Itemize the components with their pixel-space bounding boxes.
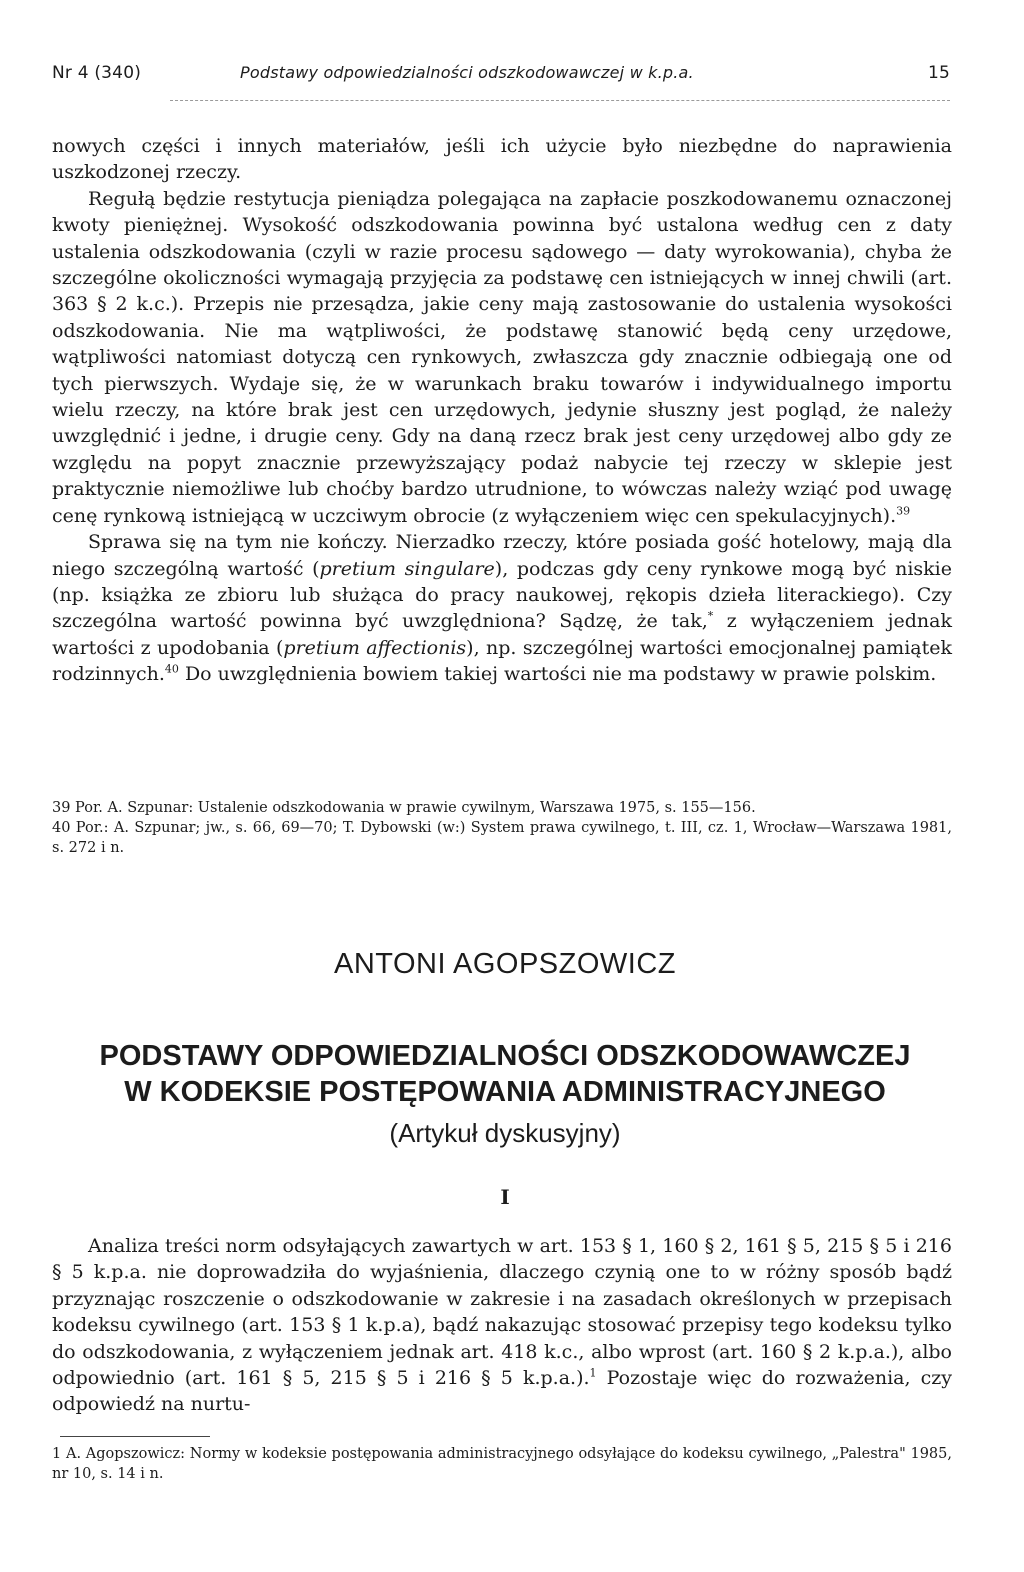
footnote-rule [60,1436,210,1437]
footnote-ref: 1 [589,1366,597,1380]
paragraph-text: Do uwzględnienia bowiem takiej wartości nie ma podstawy w prawie polskim. [178,663,937,686]
section-number: I [500,1185,510,1209]
asterisk-ref: * [707,609,714,623]
running-title: Podstawy odpowiedzialności odszkodowawczej w k.p.a. [240,63,694,82]
body-text-top [52,133,952,688]
footnote-ref: 39 [896,504,911,518]
issue-number: Nr 4 (340) [52,63,142,83]
paragraph-text: Analiza treści norm odsyłających zawartych w art. 153 § 1, 160 § 2, 161 § 5, 215 § 5 i 216 § 5 k.p.a. nie doprowadziła do wyjaśnienia, dlaczego czynią one to w różny sposób bądź przyznając roszczenie o odszkodowanie w zakresie i na zasadach określonych w przepisach kodeksu cywilnego (art. 153 § 1 k.p.a), bądź nakazując stosować przepisy tego kodeksu tylko do odszkodowania, z wyłączeniem jednak art. 418 k.c., albo wprost (art. 160 § 2 k.p.a.), albo odpowiednio (art. 161 § 5, 215 § 5 i 216 § 5 k.p.a.). [52,1235,952,1390]
paragraph [52,529,952,687]
running-head [52,63,950,87]
footnotes-top [52,798,952,858]
footnote: 39 Por. A. Szpunar: Ustalenie odszkodowania w prawie cywilnym, Warszawa 1975, s. 155—156. [52,800,756,816]
paragraph-text: Pozostaje więc do rozważenia, czy odpowiedź na nurtu- [52,1367,952,1416]
article-title [60,1038,950,1110]
latin-term: pretium singulare [319,557,495,580]
paragraph [52,1233,952,1418]
footnote-ref: 40 [164,662,179,676]
footnote: 40 Por.: A. Szpunar; jw., s. 66, 69—70; T. Dybowski (w:) System prawa cywilnego, t. III, cz. 1, Wrocław—Warszawa 1981, s. 272 i n. [52,820,952,856]
paragraph: nowych części i innych materiałów, jeśli ich użycie było niezbędne do naprawienia uszkodzonej rzeczy. [52,135,952,184]
paragraph-text: Regułą będzie restytucja pieniądza polegająca na zapłacie poszkodowanemu oznaczonej kwoty pieniężnej. Wysokość odszkodowania powinna być ustalona według cen z daty ustalenia odszkodowania (czyli w razie procesu sądowego — daty wyrokowania), chyba że szczególne okoliczności wymagają przyjęcia za podstawę cen istniejących w innej chwili (art. 363 § 2 k.c.). Przepis nie przesądza, jakie ceny mają zastosowanie do ustalenia wysokości odszkodowania. Nie ma wątpliwości, że podstawę stanowić będą ceny urzędowe, wątpliwości natomiast dotyczą cen rynkowych, zwłaszcza gdy znacznie odbiegają one od tych pierwszych. Wydaje się, że w warunkach braku towarów i indywidualnego importu wielu rzeczy, na które brak jest cen urzędowych, jedynie słuszny jest pogląd, że należy uwzględnić i jedne, i drugie ceny. Gdy na daną rzecz brak jest ceny urzędowej albo gdy ze względu na popyt znacznie przewyższający podaż nabycie tej rzeczy w sklepie jest praktycznie niemożliwe lub choćby bardzo utrudnione, to wówczas należy wziąć pod uwagę cenę rynkową istniejącą w uczciwym obrocie (z wyłączeniem więc cen spekulacyjnych). [52,187,952,527]
body-text-bottom [52,1233,952,1418]
paragraph-text: ), podczas gdy ceny rynkowe mogą być niskie (np. książka ze zbioru lub służąca do pracy naukowej, rękopis dzieła literackiego). Czy szczególna wartość powinna być uwzględniona? Sądzę, że tak, [52,557,952,633]
title-line: PODSTAWY ODPOWIEDZIALNOŚCI ODSZKODOWAWCZEJ [99,1040,911,1072]
page-number: 15 [927,63,950,83]
paragraph-text: z wyłączeniem jednak wartości z upodobania ( [52,610,953,659]
paragraph-text: Sprawa się na tym nie kończy. Nierzadko rzeczy, które posiada gość hotelowy, mają dla niego szczególną wartość ( [52,531,952,580]
paragraph [52,186,952,529]
footnote: 1 A. Agopszowicz: Normy w kodeksie postępowania administracyjnego odsyłające do kodeksu cywilnego, „Palestra" 1985, nr 10, s. 14 i n. [52,1446,952,1482]
paragraph-text: ), np. szczególnej wartości emocjonalnej pamiątek rodzinnych. [52,636,952,686]
article-subtitle: (Artykuł dyskusyjny) [389,1118,621,1148]
latin-term: pretium affectionis [283,636,467,659]
footnotes-bottom [52,1444,952,1484]
title-line: W KODEKSIE POSTĘPOWANIA ADMINISTRACYJNEGO [124,1076,886,1108]
article-author: ANTONI AGOPSZOWICZ [334,948,676,980]
header-rule [170,100,950,101]
